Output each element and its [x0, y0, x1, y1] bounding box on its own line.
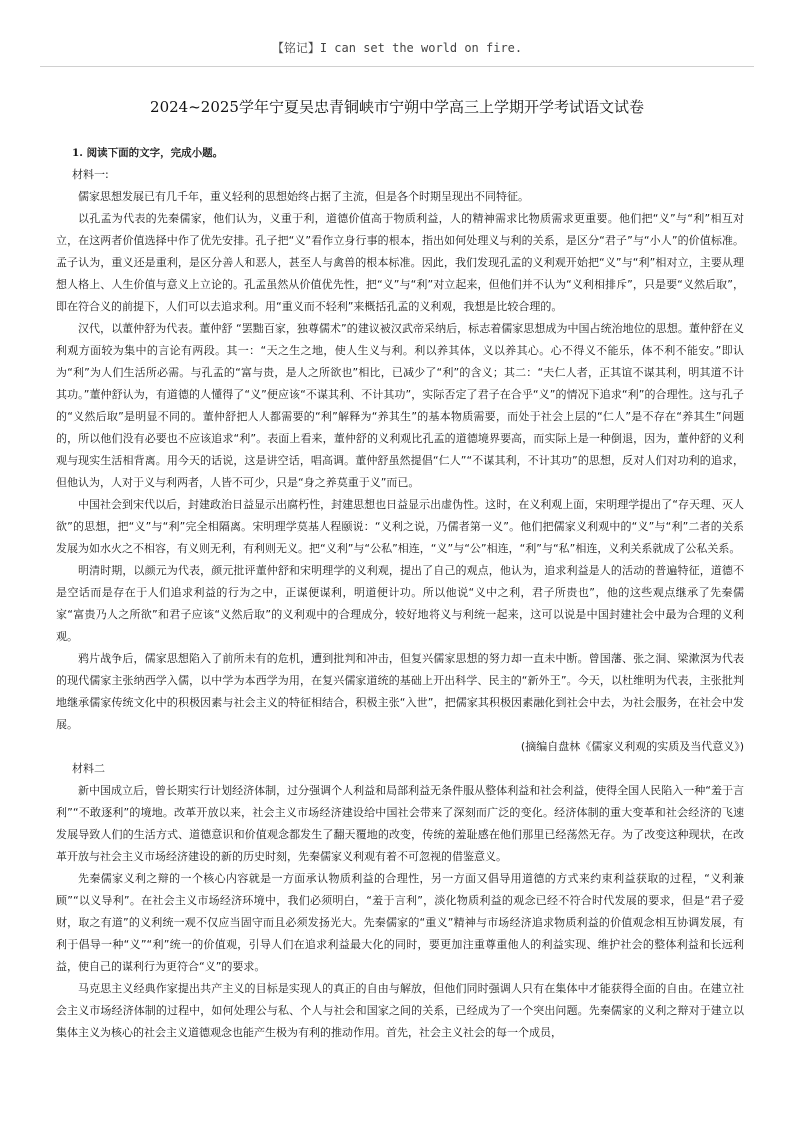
material-1-paragraph: 中国社会到宋代以后，封建政治日益显示出腐朽性，封建思想也日益显示出虚伪性。这时，在义利观上面，宋明理学提出了“存天理、灭人欲”的思想，把“义”与“利”完全相隔离。宋明理学莫基人程颐说：“义利之说，乃儒者第一义”。他们把儒家义利观中的“义”与“利”二者的关系发展为如水火之不相容，有义则无利，有利则无义。把“义利”与“公私”相连，“义”与“公”相连，“利”与“私”相连，义利关系就成了公私关系。: [56, 498, 744, 555]
question-prompt: 1. 阅读下面的文字，完成小题。: [72, 147, 224, 159]
material-1-label: 材料一:: [72, 168, 109, 181]
material-1-paragraph: 鸦片战争后，儒家思想陷入了前所未有的危机，遭到批判和冲击，但复兴儒家思想的努力却一直未中断。曾国藩、张之洞、梁漱溟为代表的现代儒家主张纳西学入儒，以中学为本西学为用，在复兴儒家道统的基础上开出科学、民主的“新外王”。今天，以杜维明为代表，主张批判地继承儒家传统文化中的积极因素与社会主义的特征相结合，积极主张“入世”，把儒家其积极因素融化到社会中去，为社会服务，在社会中发展。: [56, 652, 744, 731]
header-divider: [40, 66, 754, 67]
header-motto: 【铭记】I can set the world on fire.: [271, 41, 523, 55]
material-2-paragraph: 先秦儒家义利之辩的一个核心内容就是一方面承认物质利益的合理性，另一方面又倡导用道德的方式来约束利益获取的过程，“义利兼顾”“以义导利”。在社会主义市场经济环境中，我们必须明白，“羞于言利”，淡化物质利益的观念已经不符合时代发展的要求，但是“君子爱财，取之有道”的义利统一观不仅应当固守而且必须发扬光大。先秦儒家的“重义”精神与市场经济追求物质利益的价值观念相互协调发展，有利于倡导一种“义”“利”统一的价值观，引导人们在追求利益最大化的同时，要更加注重尊重他人的利益实现、维护社会的整体利益和长远利益，使自己的谋利行为更符合“义”的要求。: [56, 872, 744, 973]
material-1-paragraph: 明清时期，以颜元为代表，颜元批评董仲舒和宋明理学的义利观，提出了自己的观点，他认为，追求利益是人的活动的普遍特征，道德不是空话而是存在于人们追求利益的行为之中，正谋便谋利，明道便计功。所以他说“义中之利，君子所贵也”，他的这些观点继承了先秦儒家“富贵乃人之所欲”和君子应该“义然后取”的义利观中的合理成分，较好地将义与利统一起来，这可以说是中国封建社会中最为合理的义利观。: [56, 564, 744, 643]
material-1-source: (摘编自盘林《儒家义利观的实质及当代意义》): [520, 740, 744, 753]
material-1-paragraph: 以孔孟为代表的先秦儒家，他们认为，义重于利，道德价值高于物质利益，人的精神需求比物质需求更重要。他们把“义”与“利”相互对立，在这两者价值选择中作了优先安排。孔子把“义”看作立身行事的根本，指出如何处理义与利的关系，是区分“君子”与“小人”的价值标准。孟子认为，重义还是重利，是区分善人和恶人，甚至人与禽兽的根本标准。因此，我们发现孔孟的义利观开始把“义”与“利”相对立，主要从理想人格上、人生价值与意义上立论的。孔孟虽然从价值优先性，把“义”与“利”对立起来，但他们并不认为“义利相排斥”，只是要“义然后取”，即在符合义的前提下，人们可以去追求利。用“重义而不轻利”来概括孔孟的义利观，我想是比较合理的。: [56, 212, 744, 313]
material-2-label: 材料二: [72, 762, 105, 775]
material-1-paragraph: 汉代，以董仲舒为代表。董仲舒 “罢黜百家，独尊儒术”的建议被汉武帝采纳后，标志着儒家思想成为中国占统治地位的思想。董仲舒在义利观方面较为集中的言论有两段。其一：“天之生之地，使人生义与利。利以养其体，义以养其心。心不得义不能乐，体不利不能安。”即认为“利”为人们生活所必需。与孔孟的“富与贵，是人之所欲也”相比，已减少了“利”的含义；其二：“夫仁人者，正其谊不谋其利，明其道不计其功。”董仲舒认为，有道德的人懂得了“义”便应该“不谋其利、不计其功”，实际否定了君子在合乎“义”的情况下追求“利”的合理性。这与孔子的“义然后取”是明显不同的。董仲舒把人人都需要的“利”解释为“养其生”的基本物质需要，而处于社会上层的“仁人”是不存在“养其生”问题的，所以他们没有必要也不应该追求“利”。表面上看来，董仲舒的义利观比孔孟的道德境界要高，而实际上是一种倒退，因为，董仲舒的义利观与现实生活相背离。用今天的话说，这是讲空话，唱高调。董仲舒虽然提倡“仁人”“不谋其利，不计其功”的思想，反对人们对功利的追求，但他认为，人对于义与利两者，人皆不可少，只是“身之养莫重于义”而已。: [56, 322, 744, 489]
document-body: [56, 142, 744, 1044]
material-1-paragraph: 儒家思想发展已有几千年，重义轻利的思想始终占据了主流，但是各个时期呈现出不同特征。: [78, 190, 529, 203]
document-title: 2024~2025学年宁夏吴忠青铜峡市宁朔中学高三上学期开学考试语文试卷: [150, 98, 644, 116]
material-2-paragraph: 新中国成立后，曾长期实行计划经济体制，过分强调个人利益和局部利益无条件服从整体利益和社会利益，使得全国人民陷入一种“羞于言利”“不敢逐利”的境地。改革开放以来，社会主义市场经济建设给中国社会带来了深刻而广泛的变化。经济体制的重大变革和社会经济的飞速发展导致人们的生活方式、道德意识和价值观念都发生了翻天覆地的改变，传统的羞耻感在他们那里已经荡然无存。为了改变这种现状，在改革开放与社会主义市场经济建设的新的历史时刻，先秦儒家义利观有着不可忽视的借鉴意义。: [56, 784, 744, 863]
material-2-paragraph: 马克思主义经典作家提出共产主义的目标是实现人的真正的自由与解放，但他们同时强调人只有在集体中才能获得全面的自由。在建立社会主义市场经济体制的过程中，如何处理公与私、个人与社会和国家之间的关系，已经成为了一个突出问题。先秦儒家的义利之辩对于建立以集体主义为核心的社会主义道德观念也能产生极为有利的推动作用。首先，社会主义社会的每一个成员，: [56, 982, 744, 1039]
